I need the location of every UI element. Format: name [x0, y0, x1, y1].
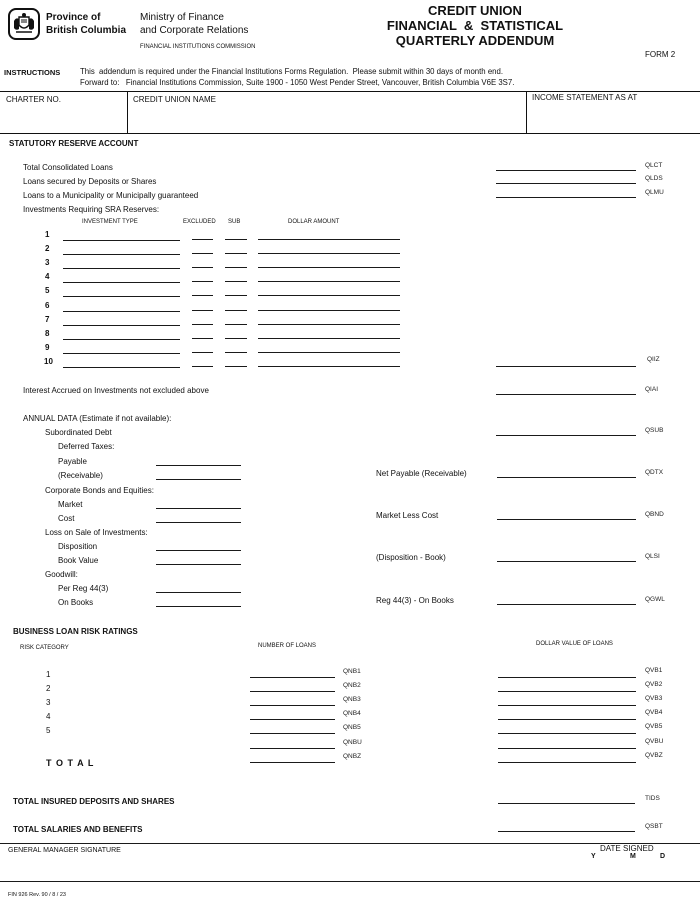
qbnd-code: QBND: [645, 511, 664, 518]
investment-type-field-line[interactable]: [63, 325, 180, 326]
risk-category-label: 5: [46, 726, 51, 736]
qiai-code: QIAI: [645, 386, 659, 393]
number-code: QNB2: [343, 682, 361, 690]
date-day-field[interactable]: [652, 864, 677, 876]
disposition-field-line[interactable]: [156, 550, 241, 551]
form-number: FORM 2: [645, 50, 676, 59]
loss-on-sale-label: Loss on Sale of Investments:: [45, 528, 148, 537]
qlds-code: QLDS: [645, 175, 663, 182]
dollar-value-field-line[interactable]: [498, 705, 636, 706]
dollar-amount-field-line[interactable]: [258, 310, 400, 311]
gm-signature-label: GENERAL MANAGER SIGNATURE: [8, 847, 121, 854]
book-value-label: Book Value: [58, 556, 99, 565]
sub-field-line[interactable]: [225, 366, 247, 367]
sub-field-line[interactable]: [225, 253, 247, 254]
market-less-cost-label: Market Less Cost: [376, 511, 439, 520]
investment-row-number: 2: [45, 244, 50, 254]
market-label: Market: [58, 500, 83, 509]
risk-category-label: T O T A L: [46, 757, 95, 768]
number-of-loans-field-line[interactable]: [250, 705, 335, 706]
date-m-label: M: [630, 853, 636, 860]
value-code: QVB2: [645, 681, 663, 689]
date-d-label: D: [660, 853, 666, 860]
number-of-loans-field-line[interactable]: [250, 691, 335, 692]
qgwl-field-line[interactable]: [497, 604, 636, 605]
qbnd-field-line[interactable]: [497, 519, 636, 520]
value-code: QVB3: [645, 695, 663, 703]
commission-name: FINANCIAL INSTITUTIONS COMMISSION: [140, 44, 256, 50]
payable-label: Payable: [58, 457, 87, 466]
sub-field-line[interactable]: [225, 324, 247, 325]
loans-deposits-label: Loans secured by Deposits or Shares: [23, 177, 157, 186]
date-signed-label: DATE SIGNED: [600, 844, 654, 853]
charter-no-label: CHARTER NO.: [6, 95, 61, 104]
charter-no-field[interactable]: [6, 112, 121, 124]
statutory-heading: STATUTORY RESERVE ACCOUNT: [9, 139, 139, 148]
number-of-loans-field-line[interactable]: [250, 748, 335, 749]
corporate-bonds-label: Corporate Bonds and Equities:: [45, 486, 154, 495]
excluded-field-line[interactable]: [192, 253, 213, 254]
qdtx-code: QDTX: [645, 469, 664, 476]
col-investment-type: INVESTMENT TYPE: [82, 219, 138, 225]
on-books-field-line[interactable]: [156, 606, 241, 607]
total-salaries-label: TOTAL SALARIES AND BENEFITS: [13, 825, 143, 834]
value-code: QVBZ: [645, 751, 663, 759]
dollar-amount-field-line[interactable]: [258, 253, 400, 254]
tids-field-line[interactable]: [498, 803, 635, 804]
investments-sra-label: Investments Requiring SRA Reserves:: [23, 205, 160, 214]
excluded-field-line[interactable]: [192, 366, 213, 367]
qlmu-code: QLMU: [645, 189, 664, 196]
sub-field-line[interactable]: [225, 267, 247, 268]
excluded-field-line[interactable]: [192, 267, 213, 268]
investment-row-number: 5: [45, 286, 50, 296]
col-sub: SUB: [228, 219, 241, 225]
market-field-line[interactable]: [156, 508, 241, 509]
qsub-code: QSUB: [645, 427, 664, 434]
col-dollar-amount: DOLLAR AMOUNT: [288, 219, 340, 225]
province-line1: Province of: [46, 12, 101, 23]
disposition-book-label: (Disposition - Book): [376, 553, 446, 562]
dollar-value-field-line[interactable]: [498, 748, 636, 749]
payable-field-line[interactable]: [156, 465, 241, 466]
excluded-field-line[interactable]: [192, 239, 213, 240]
risk-heading: BUSINESS LOAN RISK RATINGS: [13, 627, 138, 636]
excluded-field-line[interactable]: [192, 352, 213, 353]
total-consolidated-loans-label: Total Consolidated Loans: [23, 163, 113, 172]
dollar-value-field-line[interactable]: [498, 719, 636, 720]
form-title: [360, 3, 590, 48]
sub-field-line[interactable]: [225, 310, 247, 311]
receivable-field-line[interactable]: [156, 479, 241, 480]
excluded-field-line[interactable]: [192, 295, 213, 296]
date-y-label: Y: [591, 853, 596, 860]
qiiz-field-line[interactable]: [496, 366, 636, 367]
investment-type-field-line[interactable]: [63, 367, 180, 368]
number-of-loans-header: NUMBER OF LOANS: [258, 643, 317, 649]
dollar-value-field-line[interactable]: [498, 677, 636, 678]
number-code: QNB5: [343, 724, 361, 732]
dollar-amount-field-line[interactable]: [258, 324, 400, 325]
number-code: QNBU: [343, 738, 362, 746]
investment-type-field-line[interactable]: [63, 339, 180, 340]
cost-field-line[interactable]: [156, 522, 241, 523]
dollar-value-field-line[interactable]: [498, 733, 636, 734]
qlct-code: QLCT: [645, 162, 663, 169]
qlct-field-line[interactable]: [496, 170, 636, 171]
dollar-amount-field-line[interactable]: [258, 239, 400, 240]
investment-type-field-line[interactable]: [63, 240, 180, 241]
title-line1: CREDIT UNION: [428, 3, 522, 18]
deferred-taxes-label: Deferred Taxes:: [58, 442, 115, 451]
receivable-label: (Receivable): [58, 471, 103, 480]
form-id-footer: FIN 926 Rev. 90 / 8 / 23: [8, 892, 66, 898]
excluded-field-line[interactable]: [192, 338, 213, 339]
investment-type-field-line[interactable]: [63, 282, 180, 283]
value-code: QVB1: [645, 667, 663, 674]
disposition-label: Disposition: [58, 542, 98, 551]
dollar-value-field-line[interactable]: [498, 762, 636, 763]
investment-type-field-line[interactable]: [63, 353, 180, 354]
province-line2: British Columbia: [46, 25, 127, 36]
qlmu-field-line[interactable]: [496, 197, 636, 198]
title-line2: FINANCIAL & STATISTICAL: [386, 18, 564, 33]
instructions-label: INSTRUCTIONS: [4, 68, 61, 77]
qiai-field-line[interactable]: [496, 394, 636, 395]
interest-accrued-label: Interest Accrued on Investments not excluded above: [23, 386, 209, 395]
dollar-amount-field-line[interactable]: [258, 267, 400, 268]
goodwill-label: Goodwill:: [45, 570, 78, 579]
risk-category-label: 1: [46, 670, 51, 679]
investment-row-number: 3: [45, 258, 50, 268]
qsub-field-line[interactable]: [496, 435, 636, 436]
ministry-line2: and Corporate Relations: [140, 25, 249, 36]
risk-category-label: 2: [46, 684, 51, 694]
dollar-value-field-line[interactable]: [498, 691, 636, 692]
qgwl-code: QGWL: [645, 596, 665, 603]
number-code: QNB3: [343, 696, 361, 704]
qsbt-field-line[interactable]: [498, 831, 635, 832]
total-insured-deposits-label: TOTAL INSURED DEPOSITS AND SHARES: [13, 797, 175, 806]
dollar-amount-field-line[interactable]: [258, 295, 400, 296]
investment-type-field-line[interactable]: [63, 254, 180, 255]
title-line3: QUARTERLY ADDENDUM: [395, 33, 555, 48]
excluded-field-line[interactable]: [192, 324, 213, 325]
col-excluded: EXCLUDED: [183, 219, 216, 225]
risk-category-label: 4: [46, 712, 51, 722]
investment-row-number: 6: [45, 300, 50, 310]
excluded-field-line[interactable]: [192, 310, 213, 311]
investment-row-number: 8: [45, 328, 50, 338]
cost-label: Cost: [58, 514, 75, 523]
per-reg-field-line[interactable]: [156, 592, 241, 593]
sub-field-line[interactable]: [225, 352, 247, 353]
number-of-loans-field-line[interactable]: [250, 719, 335, 720]
income-statement-date-field[interactable]: [532, 112, 692, 124]
qsbt-code: QSBT: [645, 823, 663, 830]
dollar-value-header: DOLLAR VALUE OF LOANS: [536, 641, 613, 647]
value-code: QVBU: [645, 737, 664, 745]
number-of-loans-field-line[interactable]: [250, 733, 335, 734]
annual-data-heading: ANNUAL DATA (Estimate if not available):: [23, 414, 172, 423]
tids-code: TIDS: [645, 795, 660, 802]
per-reg-label: Per Reg 44(3): [58, 584, 109, 593]
sub-field-line[interactable]: [225, 295, 247, 296]
ministry-line1: Ministry of Finance: [140, 12, 224, 23]
qlsi-field-line[interactable]: [497, 561, 636, 562]
qdtx-field-line[interactable]: [497, 477, 636, 478]
subordinated-debt-label: Subordinated Debt: [45, 428, 112, 437]
dollar-amount-field-line[interactable]: [258, 281, 400, 282]
qiiz-code: QIIZ: [647, 356, 660, 363]
dollar-amount-field-line[interactable]: [258, 352, 400, 353]
value-code: QVB5: [645, 723, 663, 731]
excluded-field-line[interactable]: [192, 281, 213, 282]
dollar-amount-field-line[interactable]: [258, 366, 400, 367]
value-code: QVB4: [645, 709, 663, 717]
date-month-field[interactable]: [622, 864, 647, 876]
investment-type-field-line[interactable]: [63, 296, 180, 297]
gm-signature-field[interactable]: [8, 862, 428, 874]
number-of-loans-field-line[interactable]: [250, 677, 335, 678]
instructions-line2: Forward to: Financial Institutions Commission, Suite 1900 - 1050 West Pender Street, Vancouver, British Columbia V6E 3S7.: [80, 78, 515, 87]
credit-union-name-field[interactable]: [133, 112, 518, 124]
signature-bottom-rule: [0, 881, 700, 882]
reg-on-books-label: Reg 44(3) - On Books: [376, 596, 454, 605]
credit-union-name-label: CREDIT UNION NAME: [133, 95, 216, 104]
identification-box: [0, 91, 700, 134]
investment-type-field-line[interactable]: [63, 268, 180, 269]
risk-category-header: RISK CATEGORY: [20, 645, 69, 651]
qlsi-code: QLSI: [645, 553, 660, 560]
number-of-loans-field-line[interactable]: [250, 762, 335, 763]
bc-coat-of-arms-icon: [8, 8, 40, 40]
investment-type-field-line[interactable]: [63, 311, 180, 312]
divider: [526, 92, 527, 133]
net-payable-label: Net Payable (Receivable): [376, 469, 467, 478]
date-year-field[interactable]: [585, 864, 610, 876]
sub-field-line[interactable]: [225, 281, 247, 282]
income-statement-label: INCOME STATEMENT AS AT: [532, 93, 638, 102]
number-code: QNB1: [343, 668, 361, 675]
qlds-field-line[interactable]: [496, 183, 636, 184]
loans-municipality-label: Loans to a Municipality or Municipally guaranteed: [23, 191, 199, 200]
sub-field-line[interactable]: [225, 338, 247, 339]
number-code: QNB4: [343, 710, 361, 718]
divider: [127, 92, 128, 133]
investment-row-number: 7: [45, 314, 50, 324]
investment-row-number: 4: [45, 272, 50, 282]
on-books-label: On Books: [58, 598, 94, 607]
instructions-line1: This addendum is required under the Financial Institutions Forms Regulation. Please submit within 30 days of month end.: [80, 67, 503, 76]
book-value-field-line[interactable]: [156, 564, 241, 565]
signature-top-rule: [0, 843, 700, 844]
investment-row-number: 9: [45, 342, 50, 352]
investment-row-number: 10: [44, 356, 53, 366]
risk-category-label: 3: [46, 698, 51, 708]
sub-field-line[interactable]: [225, 239, 247, 240]
investment-row-number: 1: [45, 230, 50, 239]
dollar-amount-field-line[interactable]: [258, 338, 400, 339]
number-code: QNBZ: [343, 752, 362, 760]
